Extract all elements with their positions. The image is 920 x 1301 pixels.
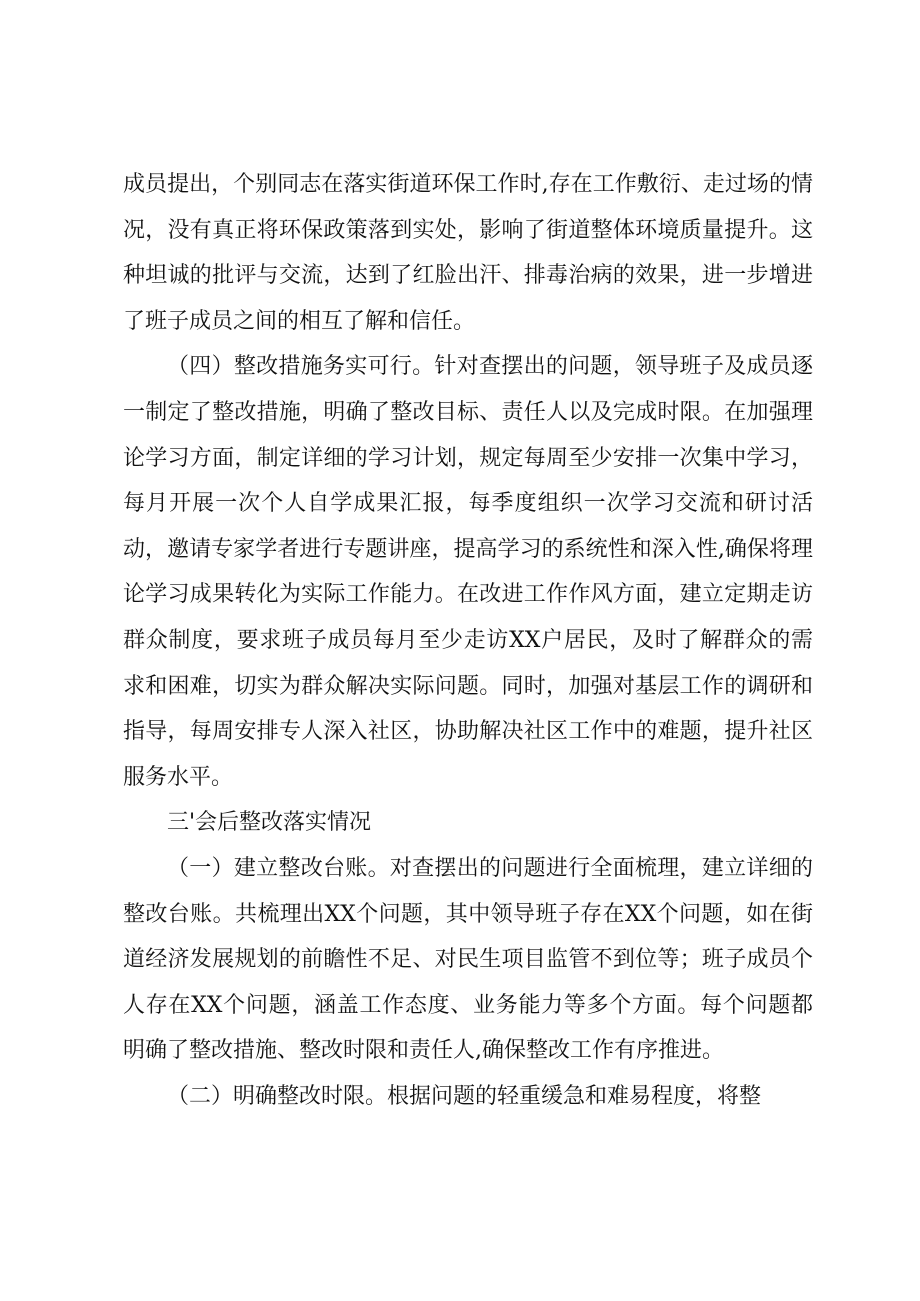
paragraph-rectification-ledger: （一）建立整改台账。对查摆出的问题进行全面梳理，建立详细的整改台账。共梳理出XX个问题，其中领导班子存在XX个问题，如在街道经济发展规划的前瞻性不足、对民生项目监管不到位等；班子成员个人存在XX个问题，涵盖工作态度、业务能力等多个方面。每个问题都明确了整改措施、整改时限和责任人,确保整改工作有序推进。	[123, 855, 813, 1064]
paragraph-rectification-deadline: （二）明确整改时限。根据问题的轻重缓急和难易程度，将整	[167, 1083, 762, 1109]
paragraph-criticism-exchange: 成员提出，个别同志在落实街道环保工作时,存在工作敷衍、走过场的情况，没有真正将环保政策落到实处，影响了街道整体环境质量提升。这种坦诚的批评与交流，达到了红脸出汗、排毒治病的效果，进一步增进了班子成员之间的相互了解和信任。	[123, 172, 813, 334]
document-body	[123, 162, 813, 1119]
section-heading-post-meeting-rectification: 三'会后整改落实情况	[167, 810, 372, 836]
paragraph-rectification-measures: （四）整改措施务实可行。针对查摆出的问题，领导班子及成员逐一制定了整改措施，明确了整改目标、责任人以及完成时限。在加强理论学习方面，制定详细的学习计划，规定每周至少安排一次集中学习，每月开展一次个人自学成果汇报，每季度组织一次学习交流和研讨活动，邀请专家学者进行专题讲座，提高学习的系统性和深入性,确保将理论学习成果转化为实际工作能力。在改进工作作风方面，建立定期走访群众制度，要求班子成员每月至少走访XX户居民，及时了解群众的需求和困难，切实为群众解决实际问题。同时，加强对基层工作的调研和指导，每周安排专人深入社区，协助解决社区工作中的难题，提升社区服务水平。	[123, 354, 813, 790]
